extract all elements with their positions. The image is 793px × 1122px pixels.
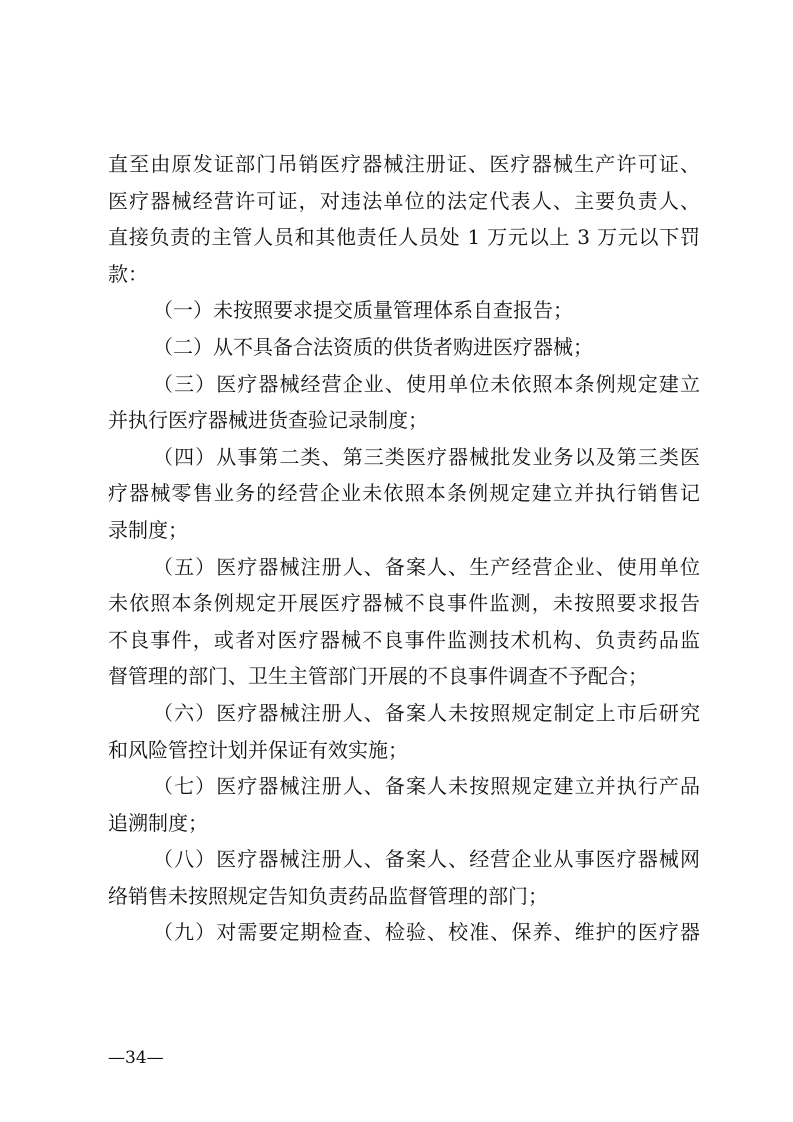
body-text: [108, 146, 700, 951]
text-line: 医疗器械经营许可证，对违法单位的法定代表人、主要负责人、: [108, 188, 700, 213]
text-line: （三）医疗器械经营企业、使用单位未依照本条例规定建立: [153, 371, 700, 396]
text-line: 直至由原发证部门吊销医疗器械注册证、医疗器械生产许可证、: [108, 152, 700, 176]
text-line: 录制度；: [108, 517, 188, 542]
text-line: 款：: [108, 261, 148, 286]
text-line: （四）从事第二类、第三类医疗器械批发业务以及第三类医: [153, 444, 700, 469]
text-line: （八）医疗器械注册人、备案人、经营企业从事医疗器械网: [153, 847, 700, 872]
text-line: 并执行医疗器械进货查验记录制度；: [108, 408, 428, 433]
text-line: 督管理的部门、卫生主管部门开展的不良事件调查不予配合；: [108, 664, 648, 689]
text-line: （七）医疗器械注册人、备案人未按照规定建立并执行产品: [153, 774, 700, 799]
text-line: 追溯制度；: [108, 810, 208, 835]
text-line: 疗器械零售业务的经营企业未依照本条例规定建立并执行销售记: [108, 481, 700, 506]
text-line: 直接负责的主管人员和其他责任人员处 1 万元以上 3 万元以下罚: [108, 225, 700, 250]
text-line: 不良事件，或者对医疗器械不良事件监测技术机构、负责药品监: [108, 627, 700, 652]
text-line: （六）医疗器械注册人、备案人未按照规定制定上市后研究: [153, 700, 700, 725]
text-line: 络销售未按照规定告知负责药品监督管理的部门；: [108, 883, 548, 908]
page-number: —34—: [108, 1048, 164, 1068]
text-line: 未依照本条例规定开展医疗器械不良事件监测，未按照要求报告: [108, 591, 700, 616]
text-line: （九）对需要定期检查、检验、校准、保养、维护的医疗器: [153, 920, 700, 945]
text-line: （五）医疗器械注册人、备案人、生产经营企业、使用单位: [153, 554, 700, 579]
text-line: 和风险管控计划并保证有效实施；: [108, 737, 408, 762]
text-line: （一）未按照要求提交质量管理体系自查报告；: [153, 298, 573, 323]
text-line: （二）从不具备合法资质的供货者购进医疗器械；: [153, 334, 593, 359]
